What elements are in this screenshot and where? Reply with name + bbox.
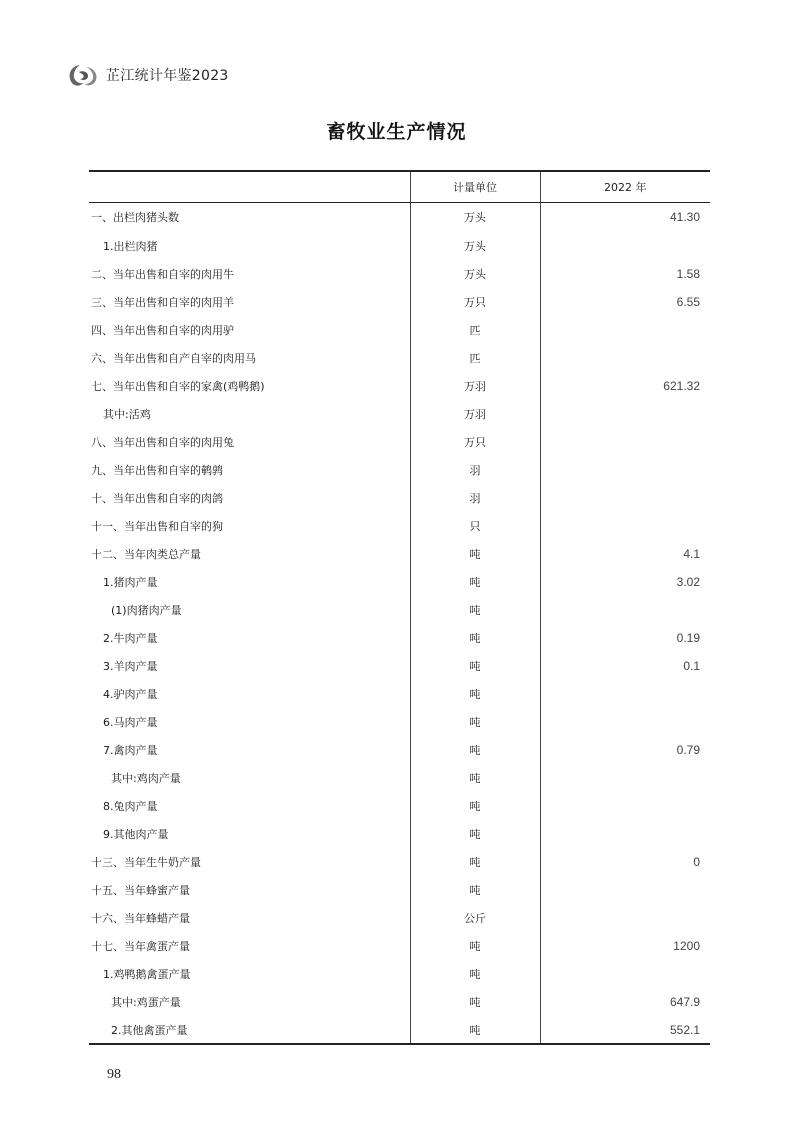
row-value: [540, 512, 710, 540]
table-row: [89, 568, 710, 596]
row-item-label: 七、当年出售和自宰的家禽(鸡鸭鹅): [89, 372, 410, 400]
row-unit: 吨: [410, 960, 540, 988]
table-row: [89, 736, 710, 764]
yearbook-title: 芷江统计年鉴2023: [106, 68, 229, 84]
table-row: [89, 792, 710, 820]
table-row: [89, 232, 710, 260]
row-unit: 吨: [410, 568, 540, 596]
row-value: 3.02: [676, 575, 700, 589]
row-unit: 万只: [410, 288, 540, 316]
row-unit: 羽: [410, 456, 540, 484]
row-value: 4.1: [683, 547, 700, 561]
table-row: [89, 652, 710, 680]
row-item-label: 3.羊肉产量: [89, 652, 410, 680]
row-value: [540, 876, 710, 904]
row-unit: 吨: [410, 820, 540, 848]
row-unit: 万羽: [410, 372, 540, 400]
table-row: [89, 316, 710, 344]
row-item-label: 三、当年出售和自宰的肉用羊: [89, 288, 410, 316]
table-row: [89, 960, 710, 988]
row-value: 41.30: [669, 210, 700, 225]
row-item-label: 四、当年出售和自宰的肉用驴: [89, 316, 410, 344]
running-header: [66, 62, 229, 88]
row-unit: 吨: [410, 792, 540, 820]
row-unit: 只: [410, 512, 540, 540]
row-value: [540, 904, 710, 932]
row-value: [540, 344, 710, 372]
row-item-label: 1.鸡鸭鹅禽蛋产量: [89, 960, 410, 988]
row-unit: 吨: [410, 848, 540, 876]
row-item-label: 十三、当年生牛奶产量: [89, 848, 410, 876]
row-unit: 吨: [410, 540, 540, 568]
row-item-label: 2.牛肉产量: [89, 624, 410, 652]
row-value: 0: [693, 855, 700, 869]
row-item-label: 十一、当年出售和自宰的狗: [89, 512, 410, 540]
table-row: [89, 988, 710, 1016]
table-row: [89, 344, 710, 372]
row-value: [540, 820, 710, 848]
table-row: [89, 512, 710, 540]
table-row: [89, 288, 710, 316]
column-header-year: 2022 年: [540, 171, 710, 202]
row-unit: 吨: [410, 624, 540, 652]
row-value: [540, 400, 710, 428]
row-item-label: 其中:鸡蛋产量: [89, 988, 410, 1016]
row-item-label: 十、当年出售和自宰的肉鸽: [89, 484, 410, 512]
column-header-unit: 计量单位: [410, 171, 540, 202]
row-value: [540, 456, 710, 484]
table-row: [89, 764, 710, 792]
row-unit: 公斤: [410, 904, 540, 932]
table-header-row: [89, 171, 710, 202]
row-value: 647.9: [669, 995, 700, 1009]
row-item-label: 十六、当年蜂蜡产量: [89, 904, 410, 932]
table-row: [89, 820, 710, 848]
row-unit: 吨: [410, 876, 540, 904]
row-value: [540, 960, 710, 988]
row-item-label: 十五、当年蜂蜜产量: [89, 876, 410, 904]
table-row: [89, 1016, 710, 1044]
row-value: [540, 232, 710, 260]
livestock-table: [89, 170, 710, 1045]
table-row: [89, 400, 710, 428]
row-unit: 吨: [410, 680, 540, 708]
row-item-label: 其中:鸡肉产量: [89, 764, 410, 792]
row-item-label: 7.禽肉产量: [89, 736, 410, 764]
row-item-label: 2.其他禽蛋产量: [89, 1016, 410, 1044]
page-title: 畜牧业生产情况: [326, 121, 467, 143]
row-unit: 万头: [410, 202, 540, 232]
row-item-label: 8.兔肉产量: [89, 792, 410, 820]
table-row: [89, 624, 710, 652]
row-value: [540, 708, 710, 736]
row-value: [540, 428, 710, 456]
table-row: [89, 876, 710, 904]
row-unit: 吨: [410, 596, 540, 624]
table-row: [89, 202, 710, 232]
row-item-label: 十七、当年禽蛋产量: [89, 932, 410, 960]
row-item-label: 1.出栏肉猪: [89, 232, 410, 260]
row-value: 1.58: [676, 267, 700, 281]
row-value: 621.32: [663, 379, 700, 393]
row-unit: 羽: [410, 484, 540, 512]
row-value: [540, 764, 710, 792]
row-item-label: 6.马肉产量: [89, 708, 410, 736]
row-unit: 吨: [410, 708, 540, 736]
row-unit: 吨: [410, 764, 540, 792]
row-value: [540, 680, 710, 708]
table-body: [89, 202, 710, 1044]
row-item-label: 一、出栏肉猪头数: [89, 202, 410, 232]
table-row: [89, 904, 710, 932]
table-row: [89, 540, 710, 568]
row-unit: 匹: [410, 344, 540, 372]
yearbook-logo-icon: [66, 62, 100, 88]
row-item-label: 1.猪肉产量: [89, 568, 410, 596]
row-item-label: 八、当年出售和自宰的肉用兔: [89, 428, 410, 456]
row-unit: 万头: [410, 232, 540, 260]
table-row: [89, 596, 710, 624]
row-value: 0.1: [683, 659, 700, 673]
row-item-label: 二、当年出售和自宰的肉用牛: [89, 260, 410, 288]
page-number: 98: [107, 1067, 121, 1082]
row-item-label: 六、当年出售和自产自宰的肉用马: [89, 344, 410, 372]
row-item-label: 4.驴肉产量: [89, 680, 410, 708]
row-unit: 匹: [410, 316, 540, 344]
row-value: [540, 484, 710, 512]
row-item-label: (1)肉猪肉产量: [89, 596, 410, 624]
table-row: [89, 680, 710, 708]
row-value: [540, 792, 710, 820]
row-item-label: 九、当年出售和自宰的鹌鹑: [89, 456, 410, 484]
row-item-label: 9.其他肉产量: [89, 820, 410, 848]
table-row: [89, 932, 710, 960]
row-unit: 万头: [410, 260, 540, 288]
table-row: [89, 708, 710, 736]
row-value: [540, 596, 710, 624]
row-item-label: 其中:活鸡: [89, 400, 410, 428]
table-row: [89, 260, 710, 288]
row-value: 0.19: [676, 631, 700, 645]
row-unit: 吨: [410, 1016, 540, 1044]
row-value: 1200: [673, 939, 700, 953]
row-unit: 吨: [410, 932, 540, 960]
row-item-label: 十二、当年肉类总产量: [89, 540, 410, 568]
row-unit: 万羽: [410, 400, 540, 428]
data-table: [89, 170, 710, 1045]
row-unit: 吨: [410, 652, 540, 680]
row-value: 6.55: [676, 295, 700, 309]
table-row: [89, 372, 710, 400]
column-header-item: [89, 171, 410, 202]
row-unit: 万只: [410, 428, 540, 456]
table-row: [89, 848, 710, 876]
table-row: [89, 456, 710, 484]
row-unit: 吨: [410, 988, 540, 1016]
row-value: 0.79: [676, 743, 700, 757]
table-row: [89, 428, 710, 456]
row-unit: 吨: [410, 736, 540, 764]
table-row: [89, 484, 710, 512]
row-value: 552.1: [540, 1016, 710, 1044]
row-value: [540, 316, 710, 344]
